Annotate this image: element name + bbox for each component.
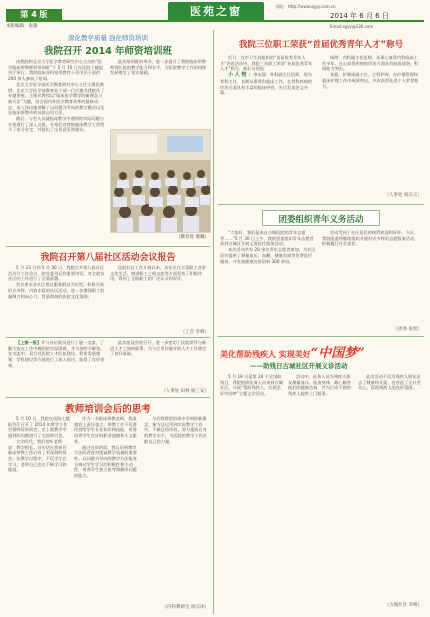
byline: （古城社区 李峰） bbox=[384, 603, 422, 608]
byline: （内科教研室 杨宗冰） bbox=[162, 605, 209, 610]
banner-prefix: 美化帮助残疾人 实现美好 bbox=[220, 349, 311, 359]
article-body bbox=[220, 55, 316, 195]
paragraph: 由我院和北京大学医学教育研究中心主办的“医学临床带教师资培训班”于 5 月 10 日在医院七楼报告厅举行，我院临床各科室带教骨干及中层干部约 200 余人参加了培训。 bbox=[8, 59, 104, 82]
website-line: 网址：http://www.sgyy.com.cn bbox=[276, 4, 336, 9]
article-body bbox=[8, 59, 106, 243]
paragraph: 此次活动不仅为残疾人朋友送去了健康和关爱，也营造了全社会关心、帮助残疾人的良好氛围。 bbox=[358, 374, 421, 391]
paragraph: 作为一名临床带教老师，我深感肩上责任重大。带教工作不仅要传授给学生专业知识和技能，更要培养学生良好的职业道德和人文素养。 bbox=[74, 416, 137, 444]
article-headline: 我院召开第八届社区活动会议报告 bbox=[40, 253, 176, 263]
training-photo bbox=[110, 129, 211, 233]
continuation-label: 【上接一版】 bbox=[16, 340, 42, 345]
section-divider bbox=[218, 204, 424, 205]
email-line: Email:sgyy@126.com bbox=[330, 24, 374, 29]
paragraph: 今后我将把培训中学到的新理念、新方法运用到实际教学工作中，不断总结经验，努力提高自身的教学水平，为医院的教学工作贡献自己的力量。 bbox=[144, 416, 207, 444]
paragraph: 5 月 18 日是第 24 个全国助残日，我院组织医务人员来到古城社区，开展“帮助残疾人，实现美好中国梦”主题义诊活动。 bbox=[220, 374, 283, 397]
editor-line: 本版编辑：张瑜 bbox=[6, 24, 38, 29]
article-body bbox=[322, 55, 422, 187]
article-body bbox=[220, 374, 284, 610]
banner-slogan: “中国梦” bbox=[310, 346, 365, 361]
byline: （工会 李峰） bbox=[180, 330, 209, 335]
edition-badge: 第 4 版 bbox=[6, 9, 62, 21]
paragraph bbox=[8, 340, 106, 369]
masthead-title: 医苑之窗 bbox=[168, 2, 264, 21]
paragraph: 北京大学医学部医学教育研究中心主任王维民教授、北京大学医学部教育处干部一行应邀为我院作了专题讲座。王维民教授以“临床医学教学的新理念与新方法”为题，结合国内外医学教育改革的最新动态，深入浅出地讲解了以问题为导向的教学模式以及在临床带教中的具体运用方法。 bbox=[8, 81, 105, 116]
masthead bbox=[0, 0, 430, 30]
article-headline: 我院召开 2014 年师资培训班 bbox=[43, 46, 173, 57]
paragraph: “大家好，我们是来自古城医院的青年志愿者……”5 月 30 日上午，我院团委组织青年志愿者来到古城区开展义务医疗服务活动。 bbox=[220, 230, 314, 247]
paragraph: 此次培训班的举办，进一步提升了我院临床带教师资队伍的教学能力和水平，为医院教学工作的持续发展奠定了坚实基础。 bbox=[110, 59, 207, 76]
article-headline: 教师培训会后的思考 bbox=[65, 404, 151, 415]
paragraph: 通过这次培训，我认识到教学方法的改进对提高教学质量的重要性。以问题为导向的教学方法能充分调动学生学习的积极性和主动性，培养学生独立思考和解决问题的能力。 bbox=[74, 444, 137, 479]
article-body bbox=[110, 340, 209, 384]
section-divider bbox=[218, 336, 424, 337]
masthead-rule bbox=[6, 20, 424, 22]
byline: （人事处 杨宗义） bbox=[384, 193, 422, 198]
profile-label: 小 人 物 ： bbox=[228, 72, 254, 79]
lecture-hall-image bbox=[111, 130, 210, 232]
article-body bbox=[220, 230, 316, 332]
article-body bbox=[8, 416, 70, 612]
article-body bbox=[110, 59, 209, 127]
column-divider bbox=[213, 30, 214, 614]
headline-box bbox=[262, 210, 380, 226]
byline: （人事处 田林 杨三安） bbox=[161, 389, 209, 394]
article-banner bbox=[220, 342, 422, 361]
section-divider bbox=[6, 337, 210, 338]
paragraph: 本次活动共有 20 余名青年志愿者参加，为社区居民提供了测量血压、血糖、健康咨询等免费医疗服务，并发放健康宣传资料 300 余份。 bbox=[220, 247, 316, 264]
article-body bbox=[8, 340, 106, 392]
article-body bbox=[110, 265, 209, 327]
photo-caption: （教育处 梁娜） bbox=[176, 235, 209, 240]
paragraph: 近日，在市卫生局组织的“首届优秀青年人才”评选活动中，我院三名职工荣获“首届优秀青年人才”称号，他们分别是： bbox=[220, 55, 313, 72]
article-body bbox=[358, 374, 422, 598]
article-body bbox=[74, 416, 140, 612]
paragraph: 5 月 23 日到 5 月 30 日，我院召开第八届社区活动月工作会议，院党委书记作重要讲话，对全院各社区的工作进行了全面部署。 bbox=[8, 265, 105, 282]
paragraph: 医院社区工作开展以来，各社区在丰富职工业余文化生活、增进职工之间交流等方面发挥了积极作用，得到了全院职工的广泛认可和好评。 bbox=[110, 265, 206, 282]
section-divider bbox=[6, 397, 210, 398]
article-body bbox=[8, 265, 106, 335]
paragraph: 杨明：内科副主任医师，从事心血管内科临床工作多年，在心血管疾病的诊治方面具有较深造诣，科研能力突出。 bbox=[322, 55, 419, 72]
publication-date: 2014 年 6 月 6 日 bbox=[330, 12, 389, 20]
article-subtitle: ——助残日古城社区开展义诊活动 bbox=[250, 362, 348, 370]
article-body bbox=[288, 374, 354, 610]
paragraph: 活动中，医务人员为残疾人朋友测量血压、检查身体，耐心解答他们的健康咨询，并为行动不便的残疾人提供上门服务。 bbox=[288, 374, 351, 397]
paragraph: 随后，与会人员就临床教学中遇到的实际问题与专家进行了深入交流。专家们对我院临床教学工作给予了充分肯定，并提出了宝贵意见和建议。 bbox=[8, 116, 105, 133]
article-headline: 我院三位职工荣获“首届优秀青年人才”称号 bbox=[238, 40, 404, 50]
article-body bbox=[144, 416, 209, 602]
byline: （团委 张旭） bbox=[393, 327, 422, 332]
article-headline: 团委组织青年义务活动 bbox=[278, 215, 364, 225]
paragraph: 会议要求各社区要以服务群众为宗旨，积极开展形式多样、内容丰富的社区活动，进一步增强职工的凝聚力和向心力，营造和谐的医院文化氛围。 bbox=[8, 282, 105, 299]
paragraph: 大学时代，我们常听老师说：教学相长。这句话在我担任临床带教工作后有了更深刻的体会。在教学过程中，不仅学生在学习，老师自己也在不断学习和提高。 bbox=[8, 438, 67, 473]
paragraph: 5 月 10 日，我院在医院七楼报告厅召开了 2014 年教学工作会暨师资培训会，会上就教学中遇到的问题进行了交流和讨论。 bbox=[8, 416, 70, 439]
article-kicker: 深化教学质量 强化师资培训 bbox=[67, 34, 149, 42]
paragraph: 活动受到了社区居民的热烈欢迎和好评。今后，我院团委将继续组织开展形式多样的志愿服务活动，积极履行社会责任。 bbox=[322, 230, 419, 247]
paragraph-text: 李永强：外科副主任医师，现为骨科主任，长期从事骨科临床工作，在骨科疾病的诊治方面具有丰富的临床经验，先后发表论文多篇。 bbox=[220, 72, 313, 96]
article-body bbox=[322, 230, 422, 322]
section-divider bbox=[6, 246, 210, 247]
paragraph-text: 并与各位班员进行了逐一交流，了解大家在工作中遇到的实际困难，并当场给予解答。在交流中，双方对医院人才队伍建设、科室发展规划、学科建设等方面进行了深入探讨，取得了良好效果。 bbox=[8, 340, 105, 368]
paragraph: 此次座谈会的召开，进一步密切了医院领导与新进人才之间的联系，为今后更好地开展人才工作奠定了良好基础。 bbox=[110, 340, 207, 357]
paragraph: 张燕：护理部副主任，主管护师，在护理管理和临床护理工作中成绩突出，多次获得先进个人荣誉称号。 bbox=[322, 72, 419, 89]
paragraph bbox=[220, 72, 316, 96]
